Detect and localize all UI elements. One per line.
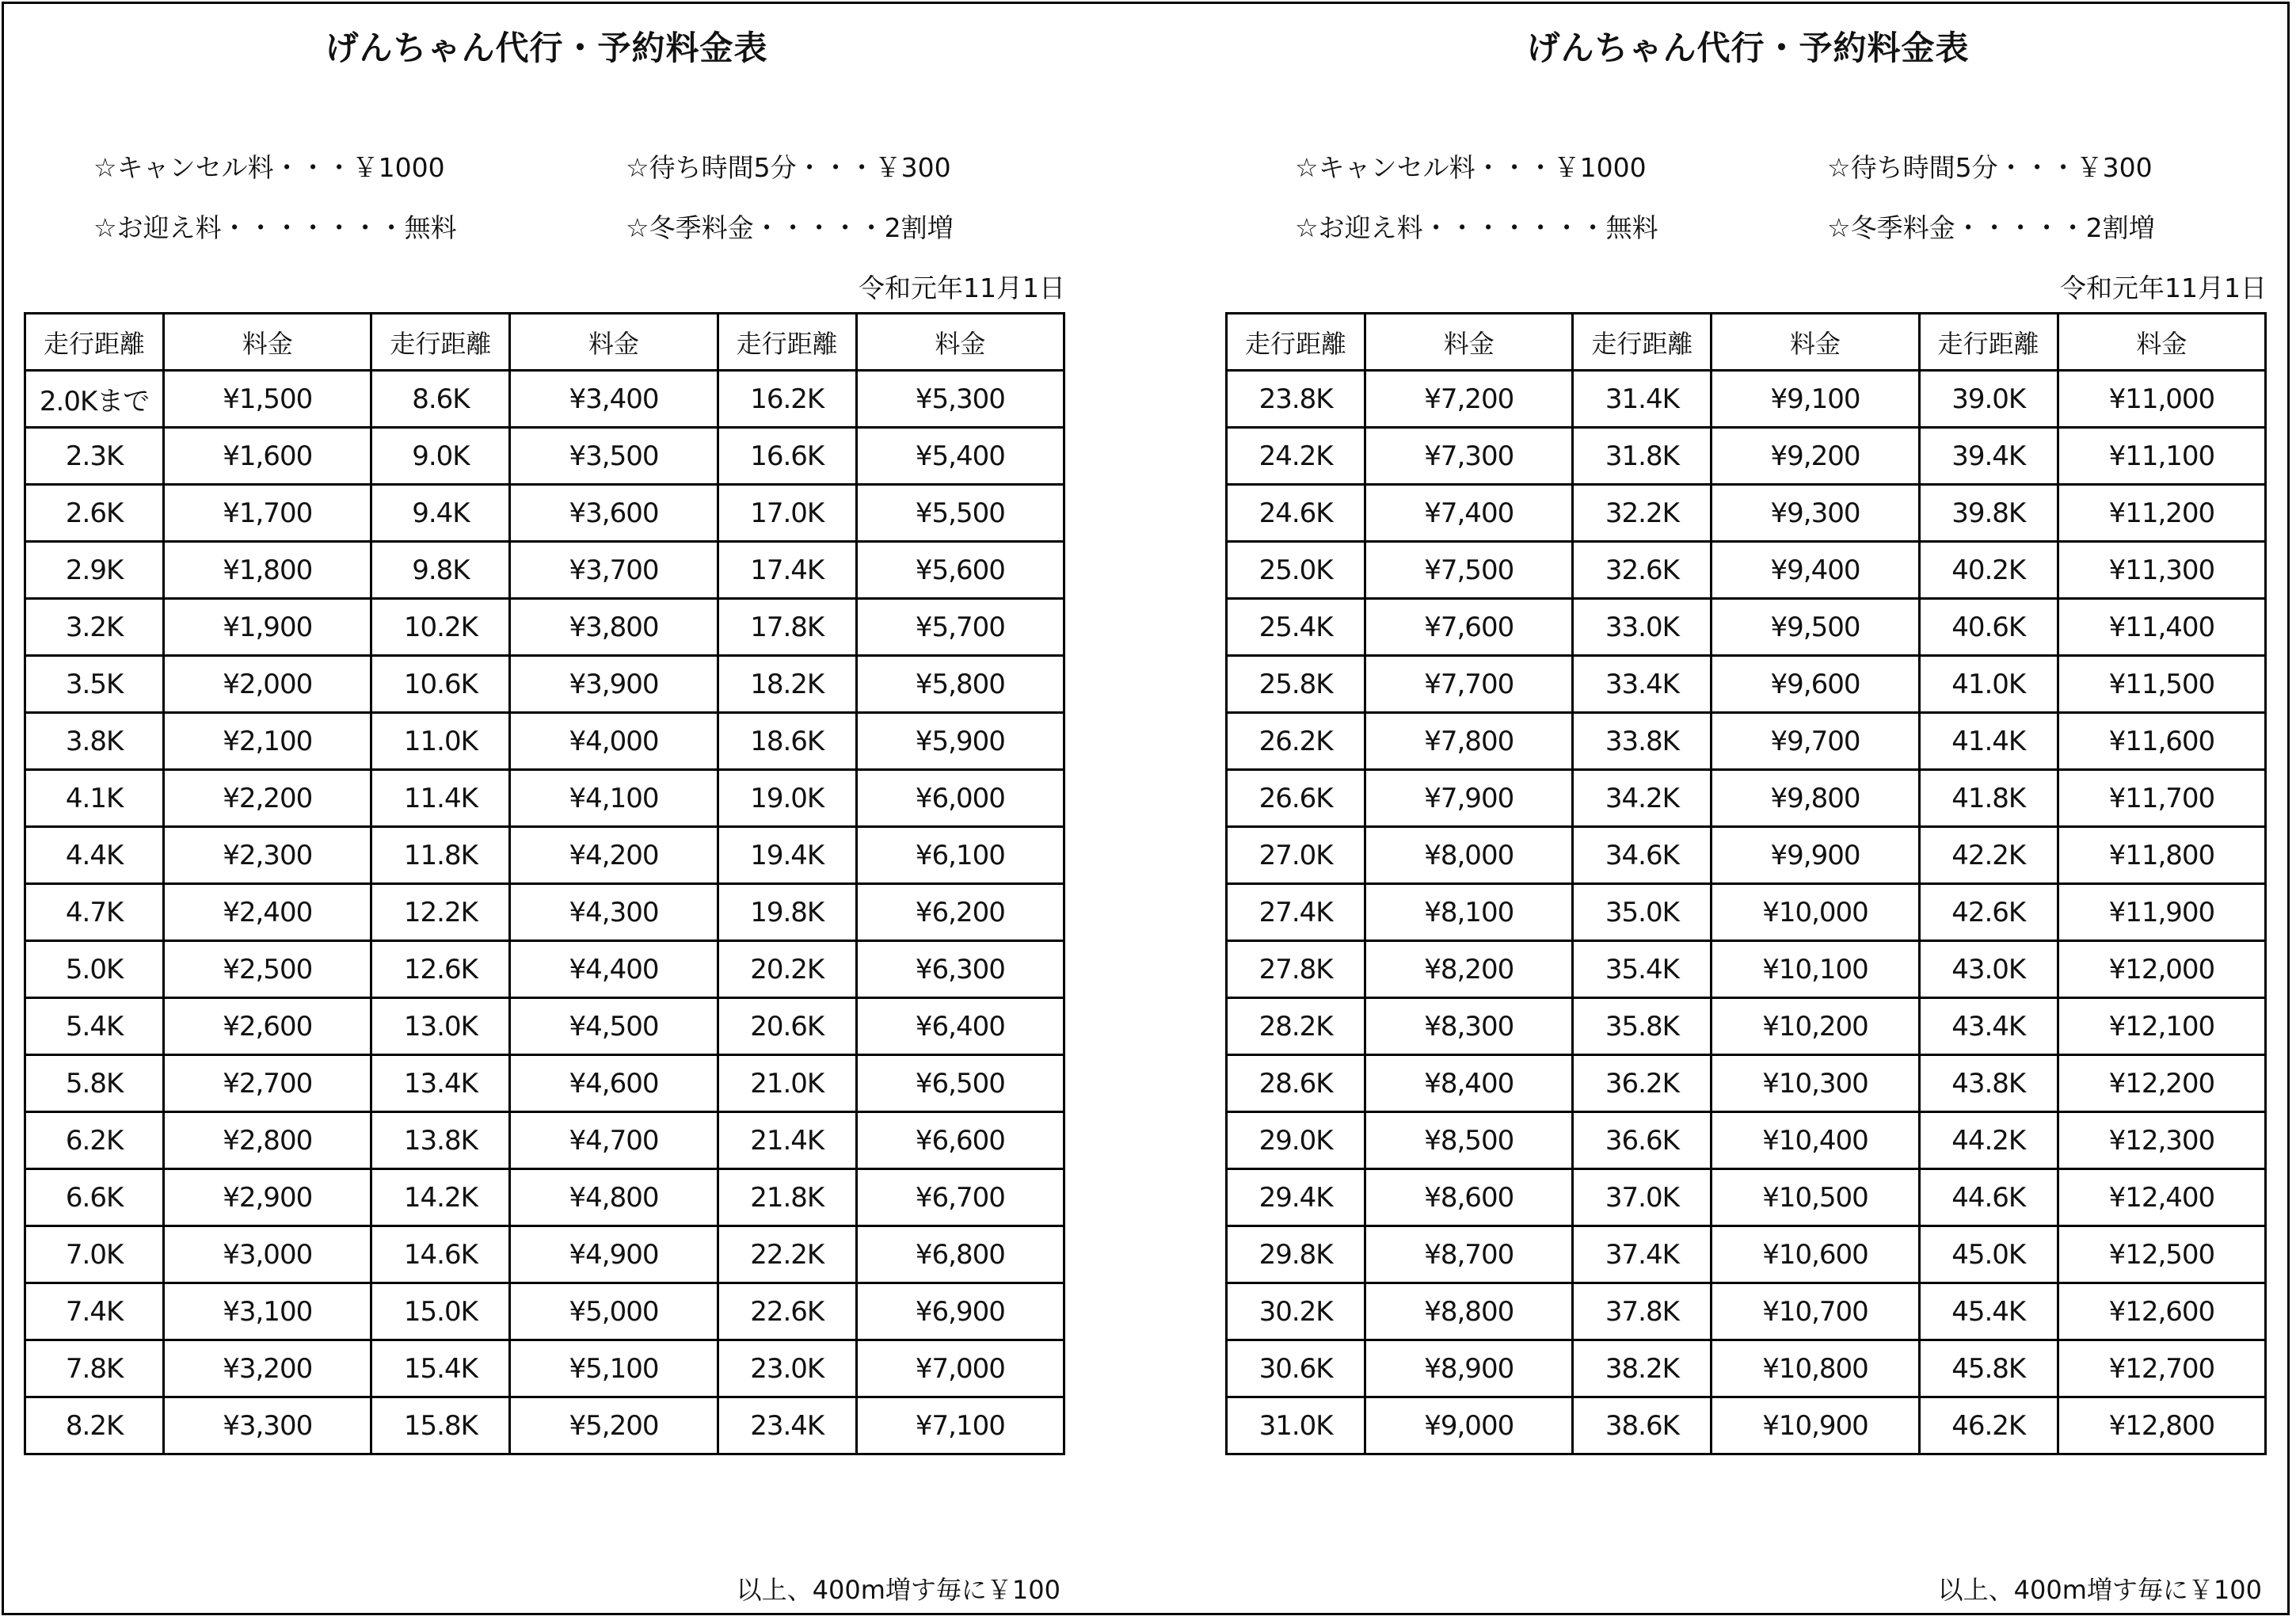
fare-cell: ¥3,800 — [510, 599, 718, 656]
fare-cell: ¥10,800 — [1712, 1340, 1919, 1397]
rate-table — [1225, 312, 2267, 1455]
footer-note: 以上、400m増す毎に￥100 — [736, 1575, 1060, 1605]
fare-cell: ¥9,400 — [1712, 542, 1919, 599]
fare-cell: ¥7,900 — [1365, 770, 1573, 827]
fare-cell: ¥10,000 — [1712, 884, 1919, 941]
table-row — [1227, 1340, 2266, 1397]
distance-cell: 9.0K — [371, 428, 510, 485]
distance-cell: 35.4K — [1573, 941, 1712, 998]
table-row — [25, 1283, 1064, 1340]
distance-cell: 26.6K — [1227, 770, 1365, 827]
fare-cell: ¥9,300 — [1712, 485, 1919, 542]
distance-cell: 45.0K — [1919, 1226, 2058, 1283]
table-row — [25, 1169, 1064, 1226]
distance-cell: 41.4K — [1919, 713, 2058, 770]
distance-cell: 5.8K — [25, 1055, 164, 1112]
distance-cell: 39.8K — [1919, 485, 2058, 542]
distance-cell: 4.1K — [25, 770, 164, 827]
distance-cell: 30.6K — [1227, 1340, 1365, 1397]
table-row — [25, 1226, 1064, 1283]
distance-cell: 27.8K — [1227, 941, 1365, 998]
distance-cell: 40.6K — [1919, 599, 2058, 656]
distance-cell: 44.6K — [1919, 1169, 2058, 1226]
fare-cell: ¥8,200 — [1365, 941, 1573, 998]
fare-cell: ¥3,900 — [510, 656, 718, 713]
fare-cell: ¥8,900 — [1365, 1340, 1573, 1397]
distance-cell: 13.4K — [371, 1055, 510, 1112]
distance-cell: 39.0K — [1919, 371, 2058, 428]
distance-cell: 18.2K — [718, 656, 856, 713]
fare-cell: ¥5,000 — [510, 1283, 718, 1340]
distance-cell: 39.4K — [1919, 428, 2058, 485]
fare-cell: ¥7,400 — [1365, 485, 1573, 542]
distance-cell: 24.6K — [1227, 485, 1365, 542]
fare-cell: ¥2,800 — [164, 1112, 371, 1169]
distance-cell: 22.6K — [718, 1283, 856, 1340]
distance-cell: 17.0K — [718, 485, 856, 542]
distance-cell: 43.0K — [1919, 941, 2058, 998]
fare-cell: ¥2,500 — [164, 941, 371, 998]
fare-cell: ¥4,200 — [510, 827, 718, 884]
fare-cell: ¥10,500 — [1712, 1169, 1919, 1226]
fare-cell: ¥10,900 — [1712, 1397, 1919, 1454]
fare-cell: ¥9,000 — [1365, 1397, 1573, 1454]
distance-cell: 38.2K — [1573, 1340, 1712, 1397]
distance-cell: 19.8K — [718, 884, 856, 941]
fare-cell: ¥12,200 — [2058, 1055, 2265, 1112]
distance-cell: 25.0K — [1227, 542, 1365, 599]
fare-cell: ¥11,000 — [2058, 371, 2265, 428]
distance-cell: 23.4K — [718, 1397, 856, 1454]
fare-cell: ¥2,000 — [164, 656, 371, 713]
distance-header: 走行距離 — [1919, 314, 2058, 371]
fare-cell: ¥3,300 — [164, 1397, 371, 1454]
fare-cell: ¥8,400 — [1365, 1055, 1573, 1112]
fare-cell: ¥6,000 — [856, 770, 1064, 827]
wait-fee: ☆待ち時間5分・・・￥300 — [626, 152, 951, 183]
fare-cell: ¥7,500 — [1365, 542, 1573, 599]
table-row — [1227, 428, 2266, 485]
distance-cell: 22.2K — [718, 1226, 856, 1283]
fare-cell: ¥2,200 — [164, 770, 371, 827]
fare-cell: ¥11,700 — [2058, 770, 2265, 827]
distance-cell: 36.6K — [1573, 1112, 1712, 1169]
fare-cell: ¥6,900 — [856, 1283, 1064, 1340]
distance-cell: 43.8K — [1919, 1055, 2058, 1112]
fare-cell: ¥3,100 — [164, 1283, 371, 1340]
distance-cell: 29.8K — [1227, 1226, 1365, 1283]
distance-cell: 46.2K — [1919, 1397, 2058, 1454]
distance-cell: 43.4K — [1919, 998, 2058, 1055]
fare-cell: ¥11,100 — [2058, 428, 2265, 485]
table-row — [1227, 1283, 2266, 1340]
fare-cell: ¥12,400 — [2058, 1169, 2265, 1226]
distance-cell: 15.4K — [371, 1340, 510, 1397]
distance-cell: 45.8K — [1919, 1340, 2058, 1397]
fare-cell: ¥5,200 — [510, 1397, 718, 1454]
distance-header: 走行距離 — [718, 314, 856, 371]
distance-cell: 21.4K — [718, 1112, 856, 1169]
distance-cell: 6.6K — [25, 1169, 164, 1226]
fare-cell: ¥4,800 — [510, 1169, 718, 1226]
fare-cell: ¥9,200 — [1712, 428, 1919, 485]
table-row — [25, 827, 1064, 884]
distance-cell: 2.0Kまで — [25, 371, 164, 428]
distance-cell: 15.0K — [371, 1283, 510, 1340]
distance-cell: 15.8K — [371, 1397, 510, 1454]
fare-header: 料金 — [164, 314, 371, 371]
distance-cell: 27.4K — [1227, 884, 1365, 941]
fare-cell: ¥5,400 — [856, 428, 1064, 485]
wait-fee: ☆待ち時間5分・・・￥300 — [1827, 152, 2153, 183]
fare-cell: ¥5,700 — [856, 599, 1064, 656]
distance-cell: 37.8K — [1573, 1283, 1712, 1340]
table-row — [25, 485, 1064, 542]
effective-date: 令和元年11月1日 — [859, 273, 1065, 303]
fare-cell: ¥4,500 — [510, 998, 718, 1055]
table-row — [1227, 884, 2266, 941]
sheet-title: げんちゃん代行・予約料金表 — [325, 29, 768, 67]
distance-cell: 7.8K — [25, 1340, 164, 1397]
fare-cell: ¥11,200 — [2058, 485, 2265, 542]
fare-cell: ¥8,700 — [1365, 1226, 1573, 1283]
fare-header: 料金 — [2058, 314, 2265, 371]
fare-cell: ¥12,100 — [2058, 998, 2265, 1055]
distance-cell: 26.2K — [1227, 713, 1365, 770]
distance-cell: 33.4K — [1573, 656, 1712, 713]
distance-cell: 3.8K — [25, 713, 164, 770]
fare-cell: ¥8,500 — [1365, 1112, 1573, 1169]
fare-cell: ¥7,600 — [1365, 599, 1573, 656]
table-row — [25, 1340, 1064, 1397]
distance-cell: 45.4K — [1919, 1283, 2058, 1340]
fare-cell: ¥8,000 — [1365, 827, 1573, 884]
fare-cell: ¥6,400 — [856, 998, 1064, 1055]
distance-header: 走行距離 — [1227, 314, 1365, 371]
fare-cell: ¥6,500 — [856, 1055, 1064, 1112]
table-row — [1227, 1397, 2266, 1454]
distance-cell: 8.2K — [25, 1397, 164, 1454]
sheet-title: げんちゃん代行・予約料金表 — [1526, 29, 1970, 67]
distance-cell: 34.6K — [1573, 827, 1712, 884]
distance-cell: 23.8K — [1227, 371, 1365, 428]
table-row — [25, 713, 1064, 770]
distance-cell: 37.4K — [1573, 1226, 1712, 1283]
distance-cell: 31.0K — [1227, 1397, 1365, 1454]
fare-cell: ¥10,700 — [1712, 1283, 1919, 1340]
fare-cell: ¥9,100 — [1712, 371, 1919, 428]
distance-cell: 3.2K — [25, 599, 164, 656]
distance-cell: 27.0K — [1227, 827, 1365, 884]
distance-cell: 10.6K — [371, 656, 510, 713]
fare-cell: ¥1,700 — [164, 485, 371, 542]
distance-cell: 44.2K — [1919, 1112, 2058, 1169]
table-row — [25, 1112, 1064, 1169]
distance-cell: 20.2K — [718, 941, 856, 998]
distance-cell: 19.0K — [718, 770, 856, 827]
table-row — [1227, 599, 2266, 656]
fare-cell: ¥10,300 — [1712, 1055, 1919, 1112]
distance-cell: 13.0K — [371, 998, 510, 1055]
fare-cell: ¥6,800 — [856, 1226, 1064, 1283]
fare-cell: ¥11,500 — [2058, 656, 2265, 713]
fare-cell: ¥7,100 — [856, 1397, 1064, 1454]
table-row — [25, 371, 1064, 428]
table-row — [1227, 827, 2266, 884]
distance-header: 走行距離 — [25, 314, 164, 371]
fare-cell: ¥4,400 — [510, 941, 718, 998]
fare-cell: ¥11,300 — [2058, 542, 2265, 599]
fare-cell: ¥7,700 — [1365, 656, 1573, 713]
table-row — [1227, 770, 2266, 827]
table-header-row — [25, 314, 1064, 371]
rate-sheet-right — [1201, 0, 2296, 1620]
fare-cell: ¥5,800 — [856, 656, 1064, 713]
fare-cell: ¥8,800 — [1365, 1283, 1573, 1340]
distance-cell: 35.0K — [1573, 884, 1712, 941]
table-row — [1227, 485, 2266, 542]
distance-cell: 42.6K — [1919, 884, 2058, 941]
distance-cell: 7.0K — [25, 1226, 164, 1283]
fare-cell: ¥12,000 — [2058, 941, 2265, 998]
distance-cell: 21.8K — [718, 1169, 856, 1226]
fare-cell: ¥8,100 — [1365, 884, 1573, 941]
fare-cell: ¥5,100 — [510, 1340, 718, 1397]
table-row — [1227, 542, 2266, 599]
distance-cell: 34.2K — [1573, 770, 1712, 827]
fare-cell: ¥10,400 — [1712, 1112, 1919, 1169]
distance-cell: 12.6K — [371, 941, 510, 998]
distance-cell: 41.0K — [1919, 656, 2058, 713]
rate-table — [24, 312, 1065, 1455]
table-row — [1227, 941, 2266, 998]
fare-cell: ¥8,600 — [1365, 1169, 1573, 1226]
distance-cell: 2.6K — [25, 485, 164, 542]
distance-cell: 29.0K — [1227, 1112, 1365, 1169]
fare-cell: ¥2,400 — [164, 884, 371, 941]
table-row — [1227, 1226, 2266, 1283]
table-row — [1227, 1055, 2266, 1112]
fare-cell: ¥9,600 — [1712, 656, 1919, 713]
table-row — [25, 1055, 1064, 1112]
distance-cell: 16.6K — [718, 428, 856, 485]
fare-cell: ¥7,300 — [1365, 428, 1573, 485]
distance-cell: 32.6K — [1573, 542, 1712, 599]
winter-fee: ☆冬季料金・・・・・2割増 — [1827, 212, 2155, 243]
fare-cell: ¥3,200 — [164, 1340, 371, 1397]
distance-cell: 19.4K — [718, 827, 856, 884]
fare-cell: ¥11,400 — [2058, 599, 2265, 656]
distance-cell: 4.7K — [25, 884, 164, 941]
distance-cell: 5.0K — [25, 941, 164, 998]
distance-cell: 29.4K — [1227, 1169, 1365, 1226]
fare-cell: ¥5,600 — [856, 542, 1064, 599]
fare-cell: ¥7,200 — [1365, 371, 1573, 428]
fare-cell: ¥12,300 — [2058, 1112, 2265, 1169]
distance-cell: 24.2K — [1227, 428, 1365, 485]
fare-header: 料金 — [1365, 314, 1573, 371]
distance-cell: 35.8K — [1573, 998, 1712, 1055]
fare-cell: ¥6,100 — [856, 827, 1064, 884]
distance-cell: 8.6K — [371, 371, 510, 428]
fare-cell: ¥4,000 — [510, 713, 718, 770]
fare-cell: ¥11,800 — [2058, 827, 2265, 884]
fare-cell: ¥7,000 — [856, 1340, 1064, 1397]
distance-cell: 37.0K — [1573, 1169, 1712, 1226]
distance-cell: 10.2K — [371, 599, 510, 656]
distance-cell: 36.2K — [1573, 1055, 1712, 1112]
fare-cell: ¥9,900 — [1712, 827, 1919, 884]
fare-cell: ¥9,500 — [1712, 599, 1919, 656]
table-row — [25, 884, 1064, 941]
distance-header: 走行距離 — [1573, 314, 1712, 371]
distance-cell: 9.8K — [371, 542, 510, 599]
distance-cell: 28.2K — [1227, 998, 1365, 1055]
fare-cell: ¥2,900 — [164, 1169, 371, 1226]
fare-cell: ¥12,600 — [2058, 1283, 2265, 1340]
distance-cell: 33.8K — [1573, 713, 1712, 770]
fare-cell: ¥4,600 — [510, 1055, 718, 1112]
fare-cell: ¥6,600 — [856, 1112, 1064, 1169]
distance-cell: 13.8K — [371, 1112, 510, 1169]
fare-cell: ¥12,800 — [2058, 1397, 2265, 1454]
cancel-fee: ☆キャンセル料・・・￥1000 — [1295, 152, 1647, 183]
distance-cell: 21.0K — [718, 1055, 856, 1112]
distance-cell: 14.6K — [371, 1226, 510, 1283]
distance-cell: 25.4K — [1227, 599, 1365, 656]
fare-cell: ¥12,700 — [2058, 1340, 2265, 1397]
fare-header: 料金 — [1712, 314, 1919, 371]
distance-cell: 9.4K — [371, 485, 510, 542]
fare-cell: ¥1,500 — [164, 371, 371, 428]
distance-cell: 12.2K — [371, 884, 510, 941]
fare-cell: ¥6,700 — [856, 1169, 1064, 1226]
distance-cell: 7.4K — [25, 1283, 164, 1340]
table-row — [25, 542, 1064, 599]
distance-cell: 3.5K — [25, 656, 164, 713]
distance-cell: 2.3K — [25, 428, 164, 485]
fare-cell: ¥10,100 — [1712, 941, 1919, 998]
fare-cell: ¥9,800 — [1712, 770, 1919, 827]
fare-header: 料金 — [856, 314, 1064, 371]
distance-cell: 16.2K — [718, 371, 856, 428]
fare-cell: ¥2,700 — [164, 1055, 371, 1112]
fare-cell: ¥5,900 — [856, 713, 1064, 770]
distance-cell: 31.8K — [1573, 428, 1712, 485]
distance-cell: 31.4K — [1573, 371, 1712, 428]
table-row — [25, 599, 1064, 656]
fare-cell: ¥3,000 — [164, 1226, 371, 1283]
fare-cell: ¥12,500 — [2058, 1226, 2265, 1283]
fare-cell: ¥2,300 — [164, 827, 371, 884]
fare-cell: ¥1,600 — [164, 428, 371, 485]
distance-cell: 28.6K — [1227, 1055, 1365, 1112]
fare-cell: ¥10,200 — [1712, 998, 1919, 1055]
fare-cell: ¥10,600 — [1712, 1226, 1919, 1283]
fare-cell: ¥5,500 — [856, 485, 1064, 542]
distance-cell: 25.8K — [1227, 656, 1365, 713]
fare-cell: ¥2,600 — [164, 998, 371, 1055]
distance-cell: 38.6K — [1573, 1397, 1712, 1454]
distance-cell: 32.2K — [1573, 485, 1712, 542]
distance-cell: 40.2K — [1919, 542, 2058, 599]
table-header-row — [1227, 314, 2266, 371]
table-row — [1227, 1169, 2266, 1226]
fare-cell: ¥5,300 — [856, 371, 1064, 428]
fare-header: 料金 — [510, 314, 718, 371]
fare-cell: ¥2,100 — [164, 713, 371, 770]
distance-cell: 6.2K — [25, 1112, 164, 1169]
fare-cell: ¥7,800 — [1365, 713, 1573, 770]
distance-cell: 23.0K — [718, 1340, 856, 1397]
table-row — [25, 770, 1064, 827]
distance-cell: 41.8K — [1919, 770, 2058, 827]
fare-cell: ¥3,400 — [510, 371, 718, 428]
effective-date: 令和元年11月1日 — [2060, 273, 2267, 303]
fare-cell: ¥3,600 — [510, 485, 718, 542]
table-row — [1227, 371, 2266, 428]
distance-cell: 2.9K — [25, 542, 164, 599]
fare-cell: ¥6,300 — [856, 941, 1064, 998]
distance-cell: 33.0K — [1573, 599, 1712, 656]
table-row — [1227, 713, 2266, 770]
fare-cell: ¥4,700 — [510, 1112, 718, 1169]
fare-cell: ¥11,900 — [2058, 884, 2265, 941]
fare-cell: ¥9,700 — [1712, 713, 1919, 770]
table-row — [25, 998, 1064, 1055]
fare-cell: ¥3,500 — [510, 428, 718, 485]
distance-cell: 42.2K — [1919, 827, 2058, 884]
distance-cell: 11.0K — [371, 713, 510, 770]
distance-cell: 11.4K — [371, 770, 510, 827]
winter-fee: ☆冬季料金・・・・・2割増 — [626, 212, 954, 243]
footer-note: 以上、400m増す毎に￥100 — [1937, 1575, 2262, 1605]
table-row — [1227, 998, 2266, 1055]
distance-cell: 17.4K — [718, 542, 856, 599]
table-row — [25, 428, 1064, 485]
fare-cell: ¥3,700 — [510, 542, 718, 599]
distance-cell: 20.6K — [718, 998, 856, 1055]
table-row — [1227, 656, 2266, 713]
distance-cell: 30.2K — [1227, 1283, 1365, 1340]
table-row — [25, 1397, 1064, 1454]
distance-cell: 11.8K — [371, 827, 510, 884]
pickup-fee: ☆お迎え料・・・・・・・無料 — [1295, 212, 1658, 243]
distance-cell: 14.2K — [371, 1169, 510, 1226]
fare-cell: ¥1,900 — [164, 599, 371, 656]
fare-cell: ¥1,800 — [164, 542, 371, 599]
distance-cell: 18.6K — [718, 713, 856, 770]
fare-cell: ¥8,300 — [1365, 998, 1573, 1055]
table-row — [1227, 1112, 2266, 1169]
cancel-fee: ☆キャンセル料・・・￥1000 — [93, 152, 445, 183]
fare-cell: ¥11,600 — [2058, 713, 2265, 770]
pickup-fee: ☆お迎え料・・・・・・・無料 — [93, 212, 457, 243]
fare-cell: ¥4,300 — [510, 884, 718, 941]
fare-cell: ¥4,900 — [510, 1226, 718, 1283]
table-row — [25, 941, 1064, 998]
distance-header: 走行距離 — [371, 314, 510, 371]
fare-cell: ¥6,200 — [856, 884, 1064, 941]
table-row — [25, 656, 1064, 713]
distance-cell: 5.4K — [25, 998, 164, 1055]
distance-cell: 17.8K — [718, 599, 856, 656]
fare-cell: ¥4,100 — [510, 770, 718, 827]
distance-cell: 4.4K — [25, 827, 164, 884]
